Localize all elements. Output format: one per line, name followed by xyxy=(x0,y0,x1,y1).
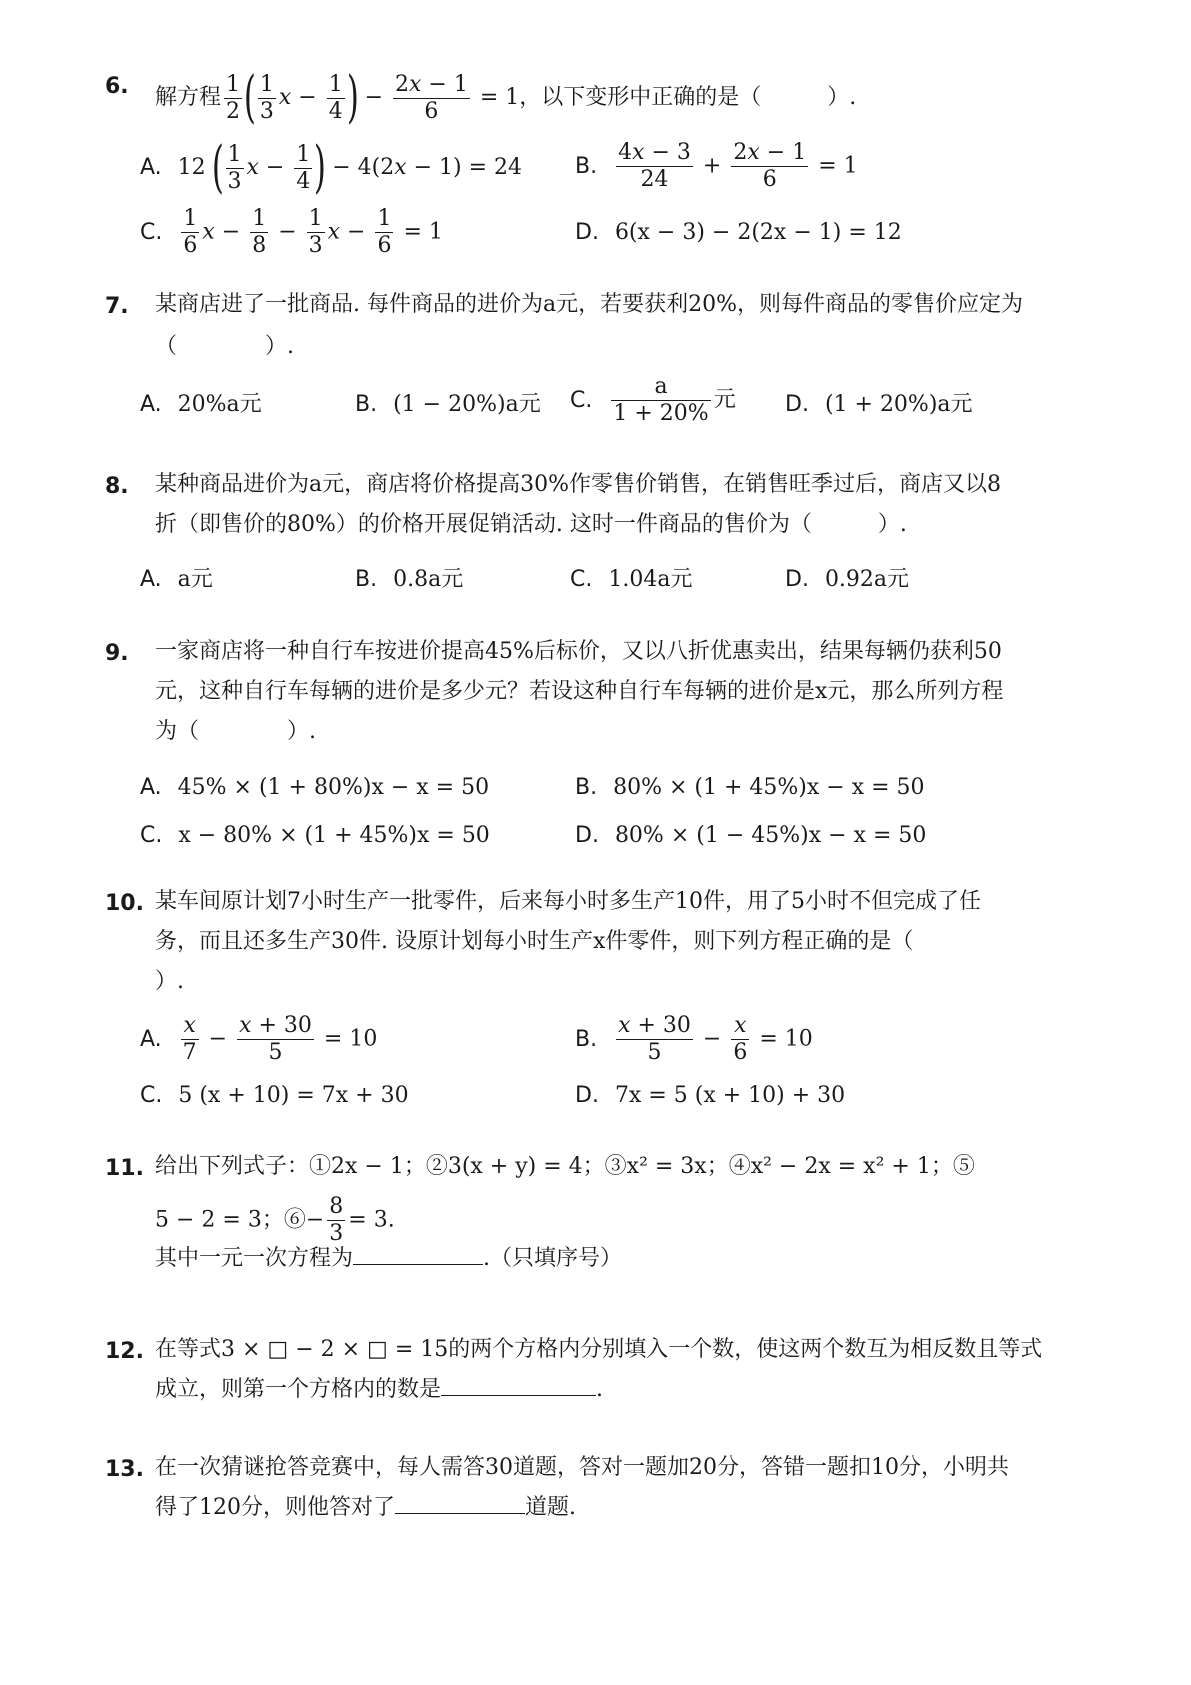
option-b[interactable]: B. $\frac{4x - 3}{24}$ + $\frac{2x - 1}{6}$ = 1 xyxy=(575,140,858,192)
option-text: 0.92a元 xyxy=(824,567,910,592)
option-b[interactable] xyxy=(355,565,463,595)
stem-prefix: 其中一元一次方程为 xyxy=(155,1246,354,1271)
question-stem: 解方程 $\frac{1}{2}$ ( $\frac{1}{3}$ x − $\frac{1}{4}$ ) − $\frac{2x - 1}{6}$ = 1，以下变形中正确的是（ ）. xyxy=(155,65,857,130)
option-a[interactable]: A. 12 ( $\frac{1}{3}$ x − $\frac{1}{4}$ ) − 4(2x − 1) = 24 xyxy=(140,135,523,200)
question-number: 11. xyxy=(105,1156,144,1181)
question-stem-line-1: 某车间原计划7小时生产一批零件，后来每小时多生产10件，用了5小时不但完成了任 xyxy=(155,889,981,914)
question-number: 6. xyxy=(105,74,129,99)
question-stem-line-2 xyxy=(155,1493,576,1523)
fraction: $\frac{x + 30}{5}$ xyxy=(618,1013,691,1065)
option-text: 1.04a元 xyxy=(608,567,693,592)
option-text: 0.8a元 xyxy=(393,567,464,592)
question-stem-line-1: 给出下列式子：①2x − 1；②3(x + y) = 4；③x² = 3x；④x² − 2x = x² + 1；⑤ xyxy=(155,1154,975,1179)
question-stem-line-3: 为（ ）. xyxy=(155,719,316,744)
option-c[interactable] xyxy=(570,374,736,427)
option-label: C. xyxy=(570,387,593,413)
stem-suffix: ，以下变形中正确的是（ ）. xyxy=(519,85,857,110)
option-d[interactable] xyxy=(785,390,973,420)
option-b[interactable]: B. $\frac{x + 30}{5}$ − $\frac{x}{6}$ = 10 xyxy=(575,1013,813,1065)
option-label: A. xyxy=(140,392,162,417)
question-number: 7. xyxy=(105,294,129,319)
option-label: B. xyxy=(575,153,598,179)
fraction: $\frac{1}{4}$ xyxy=(328,71,343,124)
question-stem-line-2: 务，而且还多生产30件. 设原计划每小时生产x件零件，则下列方程正确的是（ xyxy=(155,929,914,954)
option-text: (1 + 20%)a元 xyxy=(824,392,973,417)
option-b[interactable] xyxy=(355,390,541,420)
option-d[interactable] xyxy=(575,1081,845,1111)
option-c[interactable]: C. $\frac{1}{6}$ x − $\frac{1}{8}$ − $\frac{1}{3}$ x − $\frac{1}{6}$ = 1 xyxy=(140,206,443,258)
question-number: 9. xyxy=(105,641,129,666)
fraction: $\frac{a}{1 + 20\%}$ xyxy=(613,374,709,426)
option-label: B. xyxy=(355,392,378,417)
stem-prefix: 得了120分，则他答对了 xyxy=(155,1495,395,1520)
option-text: 6(x − 3) − 2(2x − 1) = 12 xyxy=(614,220,902,245)
option-label: A. xyxy=(140,155,162,180)
fraction: $\frac{1}{2}$ xyxy=(226,71,241,124)
option-label: C. xyxy=(570,567,593,592)
option-c[interactable] xyxy=(140,821,490,851)
stem-prefix: 解方程 xyxy=(155,85,222,110)
option-text: 80% × (1 − 45%)x − x = 50 xyxy=(614,823,927,848)
answer-blank[interactable] xyxy=(441,1375,596,1396)
option-text: a元 xyxy=(177,567,213,592)
option-text: 45% × (1 + 80%)x − x = 50 xyxy=(177,775,490,800)
option-label: A. xyxy=(140,1026,162,1052)
answer-blank[interactable] xyxy=(353,1244,483,1265)
option-text: 20%a元 xyxy=(177,392,262,417)
option-a[interactable]: A. $\frac{x}{7}$ − $\frac{x + 30}{5}$ = 10 xyxy=(140,1013,378,1065)
option-label: C. xyxy=(140,823,163,848)
stem-suffix: .（只填序号） xyxy=(483,1246,623,1271)
question-stem-line-2: （ ）. xyxy=(155,334,294,359)
question-stem-line-1: 某商店进了一批商品. 每件商品的进价为a元，若要获利20%，则每件商品的零售价应定为 xyxy=(155,292,1024,317)
fraction: $\frac{1}{6}$ xyxy=(183,206,198,258)
option-d[interactable] xyxy=(575,218,902,248)
option-unit: 元 xyxy=(713,387,736,413)
question-stem-line-1: 一家商店将一种自行车按进价提高45%后标价，又以八折优惠卖出，结果每辆仍获利50 xyxy=(155,639,1002,664)
question-number: 13. xyxy=(105,1457,144,1482)
stem-prefix: 成立，则第一个方格内的数是 xyxy=(155,1377,442,1402)
fraction: $\frac{1}{3}$ xyxy=(227,141,242,194)
fraction: $\frac{1}{3}$ xyxy=(259,71,274,124)
option-label: D. xyxy=(575,1083,599,1108)
option-c[interactable] xyxy=(140,1081,409,1111)
option-label: A. xyxy=(140,567,162,592)
option-label: D. xyxy=(575,220,599,245)
option-text: 7x = 5 (x + 10) + 30 xyxy=(614,1083,846,1108)
option-label: D. xyxy=(785,392,809,417)
option-label: D. xyxy=(785,567,809,592)
stem-prefix: 5 − 2 = 3；⑥− xyxy=(155,1207,325,1233)
fraction: $\frac{1}{3}$ xyxy=(308,206,323,258)
question-stem-line-2 xyxy=(155,1375,603,1405)
option-text: 5 (x + 10) = 7x + 30 xyxy=(178,1083,409,1108)
option-label: C. xyxy=(140,1083,163,1108)
option-a[interactable] xyxy=(140,390,262,420)
question-stem-line-2 xyxy=(155,1194,395,1247)
option-a[interactable] xyxy=(140,773,489,803)
fraction: $\frac{2x - 1}{6}$ xyxy=(733,140,807,192)
fraction: $\frac{2x - 1}{6}$ xyxy=(395,71,468,124)
option-text: (1 − 20%)a元 xyxy=(393,392,541,417)
fraction: $\frac{1}{4}$ xyxy=(296,141,311,194)
option-label: D. xyxy=(575,823,599,848)
option-label: B. xyxy=(355,567,378,592)
stem-suffix: 道题. xyxy=(525,1495,576,1520)
question-stem-line-1: 在一次猜谜抢答竞赛中，每人需答30道题，答对一题加20分，答错一题扣10分，小明共 xyxy=(155,1455,1009,1480)
fraction: $\frac{4x - 3}{24}$ xyxy=(618,140,691,192)
fraction: $\frac{1}{8}$ xyxy=(252,206,267,258)
question-number: 8. xyxy=(105,474,129,499)
option-b[interactable] xyxy=(575,773,925,803)
option-text: 80% × (1 + 45%)x − x = 50 xyxy=(613,775,925,800)
answer-blank[interactable] xyxy=(395,1493,525,1514)
stem-suffix: = 3. xyxy=(348,1207,395,1233)
question-stem-line-1: 某种商品进价为a元，商店将价格提高30%作零售价销售，在销售旺季过后，商店又以8 xyxy=(155,472,1002,497)
option-label: B. xyxy=(575,775,598,800)
question-stem-line-3 xyxy=(155,1244,622,1274)
option-a[interactable] xyxy=(140,565,213,595)
option-label: B. xyxy=(575,1026,598,1052)
fraction: $\frac{x}{7}$ xyxy=(182,1013,197,1065)
question-stem-line-3: ）. xyxy=(155,969,184,994)
option-d[interactable] xyxy=(575,821,926,851)
fraction: $\frac{x + 30}{5}$ xyxy=(239,1013,312,1065)
fraction: $\frac{1}{6}$ xyxy=(377,206,392,258)
fraction: $\frac{x}{6}$ xyxy=(733,1013,748,1065)
question-number: 12. xyxy=(105,1339,144,1364)
fraction: $\frac{8}{3}$ xyxy=(329,1194,344,1246)
option-label: C. xyxy=(140,219,163,245)
option-d[interactable] xyxy=(785,565,909,595)
option-label: A. xyxy=(140,775,162,800)
question-stem-line-1: 在等式3 × □ − 2 × □ = 15的两个方格内分别填入一个数，使这两个数互为相反数且等式 xyxy=(155,1337,1043,1362)
question-stem-line-2: 元，这种自行车每辆的进价是多少元？若设这种自行车每辆的进价是x元，那么所列方程 xyxy=(155,679,1004,704)
question-stem-line-2: 折（即售价的80%）的价格开展促销活动. 这时一件商品的售价为（ ）. xyxy=(155,512,907,537)
option-text: x − 80% × (1 + 45%)x = 50 xyxy=(178,823,490,848)
question-number: 10. xyxy=(105,891,144,916)
option-c[interactable] xyxy=(570,565,692,595)
stem-suffix: . xyxy=(596,1377,604,1402)
